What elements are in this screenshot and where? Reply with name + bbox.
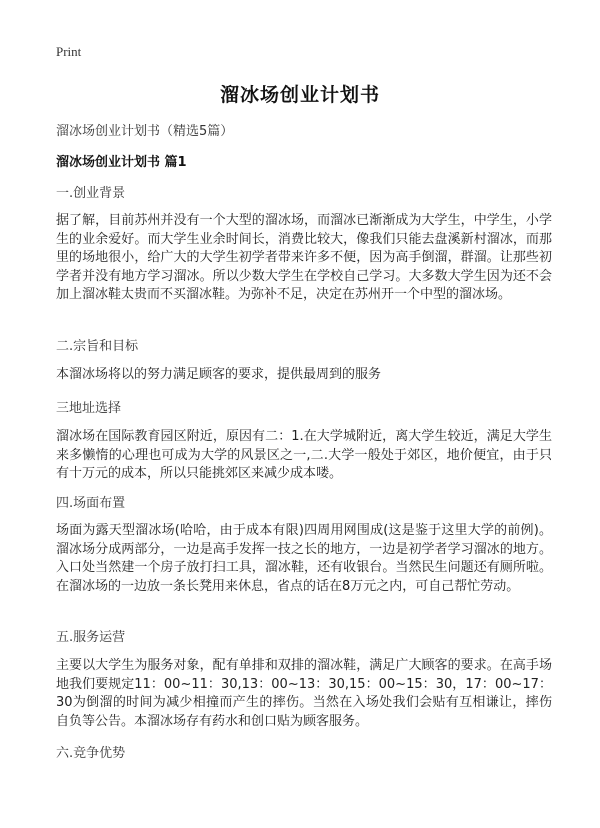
section-body-location: 溜冰场在国际教育园区附近，原因有二：1.在大学城附近，离大学生较近，满足大学生来多懒惰的心理也可成为大学的风景区之一,二.大学一般处于郊区，地价便宜，由于只有十万元的成本，所以只能挑郊区来减少成本喽。 — [56, 429, 552, 481]
section-heading-layout: 四.场面布置 — [56, 496, 126, 511]
section-heading-operations: 五.服务运营 — [56, 630, 126, 645]
section-heading-background: 一.创业背景 — [56, 186, 126, 201]
section-heading-purpose: 二.宗旨和目标 — [56, 339, 139, 354]
print-label: Print — [56, 44, 82, 59]
section-body-background: 据了解，目前苏州并没有一个大型的溜冰场，而溜冰已渐渐成为大学生，中学生，小学生的业余爱好。而大学生业余时间长，消费比较大，像我们只能去盘溪新村溜冰，而那里的场地很小，给广大的大学生初学者带来许多不便，因为高手倒溜，群溜。让那些初学者并没有地方学习溜冰。所以少数大学生在学校自己学习。大多数大学生因为还不会加上溜冰鞋太贵而不买溜冰鞋。为弥补不足，决定在苏州开一个中型的溜冰场。 — [56, 213, 552, 302]
section-body-operations: 主要以大学生为服务对象，配有单排和双排的溜冰鞋，满足广大顾客的要求。在高手场地我们要规定11：00~11：30,13：00~13：30,15：00~15：30，17：00~17：30为倒溜的时间为减少相撞而产生的摔伤。当然在入场处我们会贴有互相谦让，摔伤自负等公告。本溜冰场存有药水和创口贴为顾客服务。 — [56, 658, 552, 729]
section-heading-advantages: 六.竞争优势 — [56, 746, 126, 761]
document-title: 溜冰场创业计划书 — [219, 84, 380, 106]
section-body-purpose: 本溜冰场将以的努力满足顾客的要求，提供最周到的服务 — [56, 367, 382, 382]
section-heading-location: 三地址选择 — [56, 401, 122, 416]
section-body-layout: 场面为露天型溜冰场(哈哈，由于成本有限)四周用网围成(这是鉴于这里大学的前例)。溜冰场分成两部分，一边是高手发挥一技之长的地方，一边是初学者学习溜冰的地方。入口处当然建一个房子放打扫工具，溜冰鞋，还有收银台。当然民生问题还有厕所啦。在溜冰场的一边放一条长凳用来休息，省点的话在8万元之内，可自己帮忙劳动。 — [56, 523, 552, 594]
article-title: 溜冰场创业计划书 篇1 — [56, 155, 187, 170]
document-subtitle: 溜冰场创业计划书（精选5篇） — [56, 124, 234, 139]
